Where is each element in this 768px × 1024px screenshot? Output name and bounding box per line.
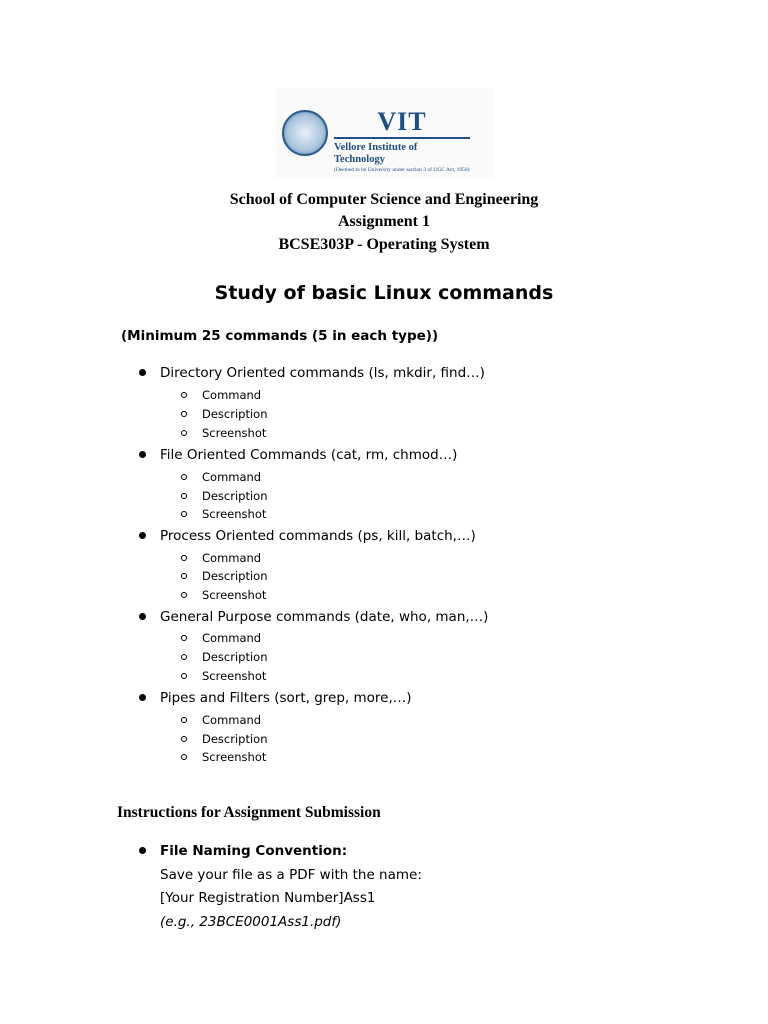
circle-bullet-icon bbox=[181, 635, 187, 641]
university-seal-icon bbox=[282, 110, 328, 156]
vit-logo bbox=[276, 88, 494, 178]
assignment-number: Assignment 1 bbox=[337, 213, 430, 230]
section-item: Command bbox=[202, 388, 262, 402]
circle-bullet-icon bbox=[181, 717, 187, 723]
section-item: Description bbox=[202, 407, 268, 421]
circle-bullet-icon bbox=[181, 592, 187, 598]
logo-divider bbox=[334, 137, 470, 139]
naming-format: [Your Registration Number]Ass1 bbox=[160, 890, 376, 906]
circle-bullet-icon bbox=[181, 555, 187, 561]
section-item: Screenshot bbox=[202, 426, 267, 440]
logo-acronym: VIT bbox=[377, 107, 427, 136]
school-name: School of Computer Science and Engineering bbox=[229, 191, 539, 208]
circle-bullet-icon bbox=[181, 511, 187, 517]
naming-instruction: Save your file as a PDF with the name: bbox=[160, 867, 422, 883]
section-heading: File Oriented Commands (cat, rm, chmod…) bbox=[160, 447, 458, 463]
circle-bullet-icon bbox=[181, 736, 187, 742]
section-heading: Pipes and Filters (sort, grep, more,…) bbox=[160, 690, 412, 706]
circle-bullet-icon bbox=[181, 673, 187, 679]
section-item: Command bbox=[202, 713, 262, 727]
section-item: Description bbox=[202, 569, 268, 583]
section-item: Command bbox=[202, 631, 262, 645]
logo-text-block bbox=[334, 108, 470, 174]
section-item: Command bbox=[202, 470, 262, 484]
bullet-icon bbox=[139, 369, 146, 376]
circle-bullet-icon bbox=[181, 573, 187, 579]
section-item: Screenshot bbox=[202, 669, 267, 683]
circle-bullet-icon bbox=[181, 493, 187, 499]
circle-bullet-icon bbox=[181, 392, 187, 398]
section-item: Description bbox=[202, 650, 268, 664]
logo-tagline: (Deemed to be University under section 3 of UGC Act, 1956) bbox=[334, 167, 470, 173]
instructions-heading: Instructions for Assignment Submission bbox=[117, 804, 381, 821]
section-item: Screenshot bbox=[202, 750, 267, 764]
circle-bullet-icon bbox=[181, 654, 187, 660]
naming-example: (e.g., 23BCE0001Ass1.pdf) bbox=[160, 914, 342, 930]
section-heading: Directory Oriented commands (ls, mkdir, find…) bbox=[160, 365, 485, 381]
bullet-icon bbox=[139, 694, 146, 701]
logo-name: Vellore Institute of Technology bbox=[334, 142, 418, 165]
section-heading: Process Oriented commands (ps, kill, batch,…) bbox=[160, 528, 476, 544]
section-item: Command bbox=[202, 551, 262, 565]
circle-bullet-icon bbox=[181, 411, 187, 417]
section-item: Screenshot bbox=[202, 588, 267, 602]
course-title: BCSE303P - Operating System bbox=[278, 236, 490, 253]
section-heading: General Purpose commands (date, who, man,…) bbox=[160, 609, 489, 625]
page-title: Study of basic Linux commands bbox=[214, 282, 554, 304]
bullet-icon bbox=[139, 451, 146, 458]
bullet-icon bbox=[139, 613, 146, 620]
naming-convention-label: File Naming Convention: bbox=[160, 843, 348, 859]
section-item: Description bbox=[202, 489, 268, 503]
bullet-icon bbox=[139, 532, 146, 539]
section-item: Screenshot bbox=[202, 507, 267, 521]
section-item: Description bbox=[202, 732, 268, 746]
circle-bullet-icon bbox=[181, 430, 187, 436]
page-subtitle: (Minimum 25 commands (5 in each type)) bbox=[121, 328, 439, 344]
circle-bullet-icon bbox=[181, 754, 187, 760]
circle-bullet-icon bbox=[181, 474, 187, 480]
bullet-icon bbox=[139, 847, 146, 854]
